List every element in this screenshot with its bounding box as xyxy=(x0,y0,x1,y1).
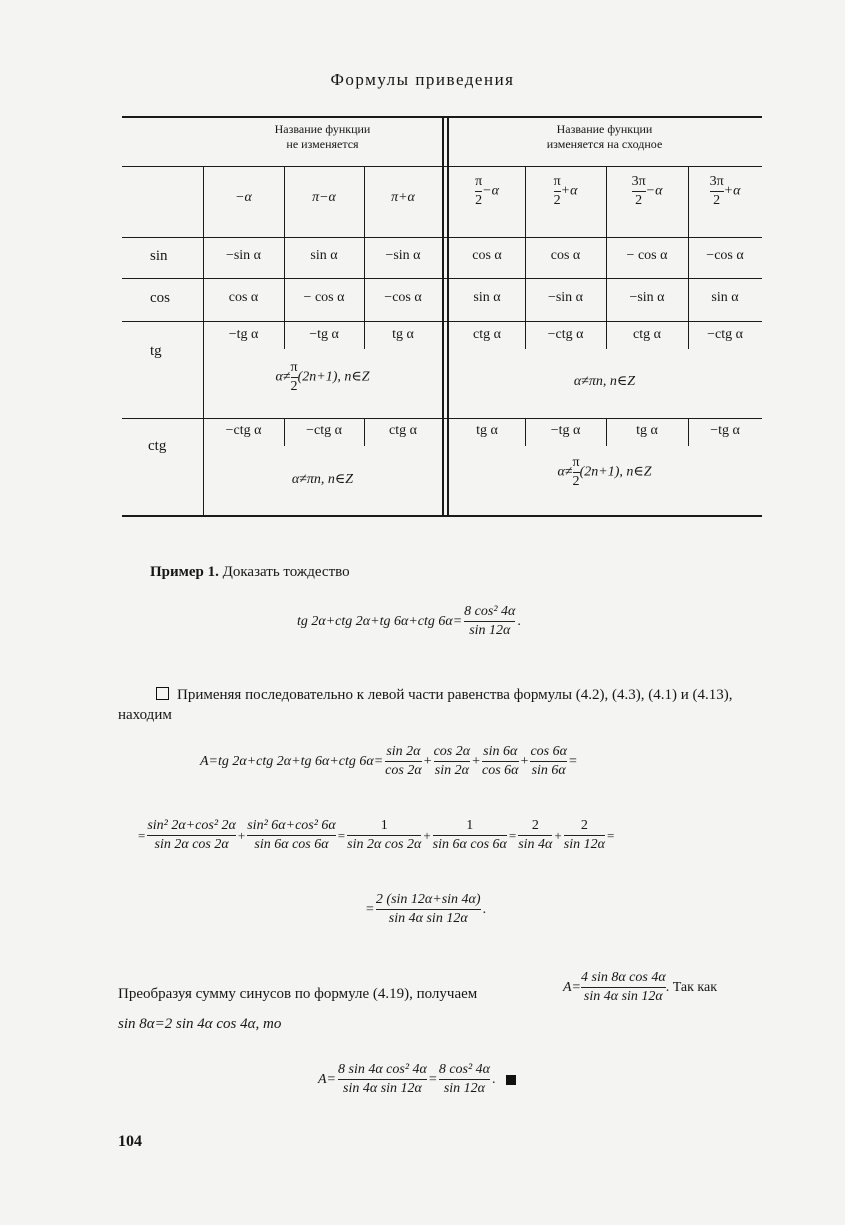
col-header: π+α xyxy=(391,190,415,205)
table-cell: −sin α xyxy=(547,290,584,305)
table-cell: tg α xyxy=(476,423,498,438)
table-cell: sin α xyxy=(473,290,501,305)
row-label-cos: cos xyxy=(150,290,170,306)
table-cell: −ctg α xyxy=(306,423,342,438)
table-cell: −tg α xyxy=(228,327,259,342)
table-cell: − cos α xyxy=(303,290,345,305)
row-label-ctg: ctg xyxy=(148,438,167,454)
col-header: π−α xyxy=(312,190,336,205)
table-cell: −tg α xyxy=(550,423,581,438)
page-title: Формулы приведения xyxy=(330,70,515,89)
table-cell: −tg α xyxy=(309,327,339,342)
header-left: Название функции не изменяется xyxy=(274,122,371,151)
equation-step-2: = $\frac{\text{sin² 2α+cos² 2α}}{\text{sin 2α cos 2α}}$ + $\frac{\text{sin² 6α+cos² 6α}}{\text{sin 6α cos 6α}}$ = $\frac{1}{\text{sin 2α cos 2α}}$ + $\frac{1}{\text{sin 6α cos 6α}}$ = $\frac{2}{\sin 4\alpha}$ + $\frac{2}{\sin 12\alpha}$ = xyxy=(138,818,615,852)
example-heading: Пример 1. Доказать тождество xyxy=(150,564,350,580)
page-number: 104 xyxy=(118,1133,142,1150)
col-header: $\frac{\pi}{2}$ −α xyxy=(475,174,499,208)
ctg-condition-right: α≠ $\frac{\pi}{2}$ (2n+1), n∈Z xyxy=(557,455,652,489)
tg-condition-right: α≠πn, n∈Z xyxy=(573,374,636,389)
col-header: −α xyxy=(235,190,252,205)
header-right: Название функции изменяется на сходное xyxy=(546,122,663,151)
table-cell: −sin α xyxy=(225,248,262,263)
col-header: $\frac{3\pi}{2}$ +α xyxy=(709,174,741,208)
table-cell: tg α xyxy=(392,327,414,342)
final-equation: A= $\frac{\text{8 sin 4α cos² 4α}}{\text{sin 4α sin 12α}}$ = $\frac{\text{8 cos² 4α}}{\sin 12\alpha}$ . xyxy=(318,1062,516,1097)
table-cell: −ctg α xyxy=(225,423,262,438)
row-label-tg: tg xyxy=(150,343,162,359)
row-label-sin: sin xyxy=(150,248,168,264)
qed-square xyxy=(506,1075,516,1085)
col-header: $\frac{3\pi}{2}$ −α xyxy=(631,174,663,208)
table-cell: sin α xyxy=(711,290,739,305)
col-header: $\frac{\pi}{2}$ +α xyxy=(553,174,578,208)
table-cell: −tg α xyxy=(710,423,740,438)
table-cell: −sin α xyxy=(385,248,421,263)
equation-step-1: A=tg 2α+ctg 2α+tg 6α+ctg 6α= $\frac{\sin 2\alpha}{\cos 2\alpha}$ + $\frac{\cos 2\alpha}{\sin 2\alpha}$ + $\frac{\sin 6\alpha}{\cos 6\alpha}$ + $\frac{\cos 6\alpha}{\sin 6\alpha}$ = xyxy=(200,744,577,778)
table-cell: −sin α xyxy=(629,290,665,305)
table-cell: −cos α xyxy=(706,248,744,263)
ctg-condition-left: α≠πn, n∈Z xyxy=(291,472,354,487)
table-cell: −ctg α xyxy=(547,327,584,342)
table-cell: sin α xyxy=(310,248,338,263)
table-cell: ctg α xyxy=(473,327,501,342)
table-cell: cos α xyxy=(228,290,259,305)
table-cell: −ctg α xyxy=(707,327,743,342)
table-divider xyxy=(442,117,444,515)
table-cell: −cos α xyxy=(384,290,422,305)
proof-start-box xyxy=(156,687,169,700)
table-cell: ctg α xyxy=(389,423,417,438)
table-cell: − cos α xyxy=(626,248,668,263)
table-cell: cos α xyxy=(472,248,502,263)
proof-paragraph: Применяя последовательно к левой части равенства формулы (4.2), (4.3), (4.1) и (4.13), находим xyxy=(118,687,733,723)
table-bottom-rule xyxy=(122,515,762,517)
equation-step-3: = $\frac{2 (\sin 12\alpha+\sin 4\alpha)}{\text{sin 4α sin 12α}}$ . xyxy=(366,892,487,926)
table-cell: cos α xyxy=(550,248,581,263)
table-cell: tg α xyxy=(636,423,658,438)
table-cell: ctg α xyxy=(633,327,661,342)
tg-condition-left: α≠ $\frac{\pi}{2}$ (2n+1), n∈Z xyxy=(275,360,370,394)
identity-equation: tg 2α+ctg 2α+tg 6α+ctg 6α= $\frac{\text{8 cos² 4α}}{\sin 12\alpha}$ . xyxy=(297,604,521,638)
